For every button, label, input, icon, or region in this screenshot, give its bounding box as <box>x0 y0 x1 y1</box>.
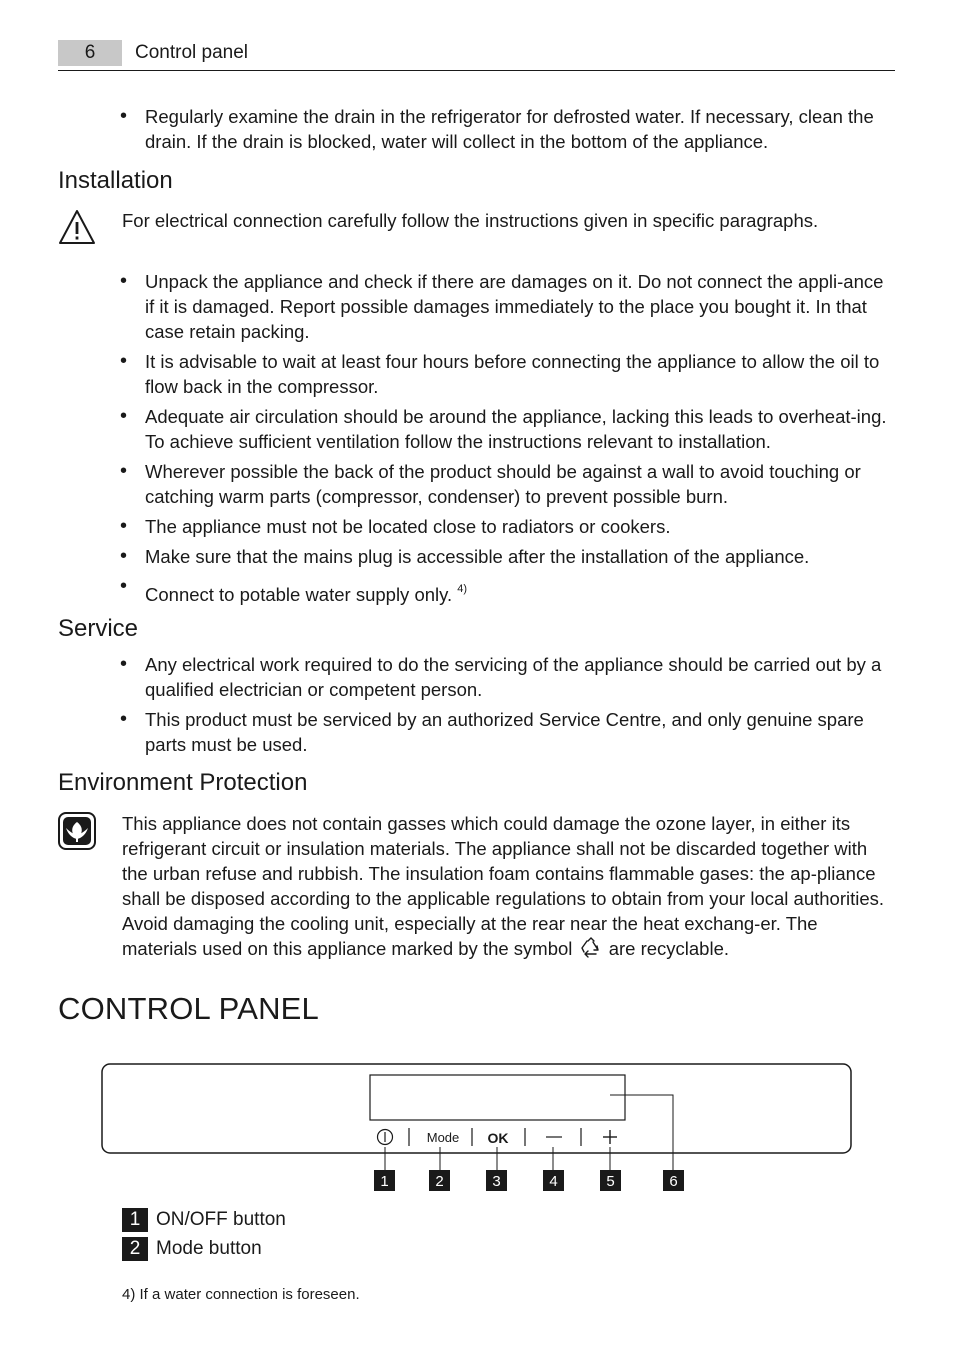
callout-1 <box>374 1170 395 1191</box>
svg-text:5: 5 <box>606 1173 615 1190</box>
display-window <box>370 1075 625 1120</box>
legend-item-mode <box>122 1237 262 1261</box>
legend-label: Mode button <box>156 1238 262 1259</box>
list-item-text: Connect to potable water supply only. <box>145 584 453 605</box>
installation-heading: Installation <box>58 167 173 194</box>
legend-label: ON/OFF button <box>156 1209 286 1230</box>
installation-warning-text: For electrical connection carefully follow the instructions given in specific paragraphs. <box>122 210 819 231</box>
legend-item-on-off <box>122 1208 286 1232</box>
svg-text:3: 3 <box>492 1173 501 1190</box>
callout-2 <box>429 1170 450 1191</box>
list-item <box>120 574 895 607</box>
svg-text:1: 1 <box>380 1173 389 1190</box>
service-heading: Service <box>58 615 139 642</box>
callout-3 <box>486 1170 507 1191</box>
callout-4 <box>543 1170 564 1191</box>
recycle-icon <box>580 937 602 959</box>
installation-bullet-list <box>120 269 895 612</box>
legend-number: 2 <box>122 1237 148 1261</box>
callout-6 <box>663 1170 684 1191</box>
svg-text:6: 6 <box>669 1173 678 1190</box>
mode-button[interactable]: Mode <box>426 1130 460 1145</box>
page-number: 6 <box>58 40 122 66</box>
footnote-reference: 4) <box>457 583 468 595</box>
list-item: • Adequate air circulation should be around the appliance, lacking this leads to overheat-ing. To achieve sufficient ventilation follow the instructions relevant to installation. <box>120 404 895 454</box>
warning-icon <box>58 208 96 246</box>
running-header: Control panel <box>135 42 249 63</box>
list-item: • The appliance must not be located close to radiators or cookers. <box>120 514 895 539</box>
service-bullet-list <box>120 652 895 762</box>
list-item: • Wherever possible the back of the product should be against a wall to avoid touching or catching warm parts (compressor, condenser) to prevent possible burn. <box>120 459 895 509</box>
svg-text:4: 4 <box>549 1173 558 1190</box>
intro-bullet-list <box>120 104 895 159</box>
list-item: • It is advisable to wait at least four hours before connecting the appliance to allow the oil to flow back in the compressor. <box>120 349 895 399</box>
environment-text <box>122 811 894 961</box>
callout-5 <box>600 1170 621 1191</box>
svg-text:2: 2 <box>435 1173 444 1190</box>
legend-number: 1 <box>122 1208 148 1232</box>
ok-button[interactable]: OK <box>487 1130 509 1146</box>
control-panel-heading: CONTROL PANEL <box>58 991 319 1026</box>
control-panel-diagram <box>0 1055 954 1200</box>
list-item: • This product must be serviced by an authorized Service Centre, and only genuine spare parts must be used. <box>120 707 895 757</box>
environment-heading: Environment Protection <box>58 769 308 796</box>
environment-icon <box>58 812 96 850</box>
environment-text-before: This appliance does not contain gasses which could damage the ozone layer, in either its refrigerant circuit or insulation materials. The appliance shall not be discarded together with the urban refuse and rubbish. The insulation foam contains flammable gases: the ap-pliance shall be disposed according to the applicable regulations to obtain from your local authorities. Avoid damaging the cooling unit, especially at the rear near the heat exchang-er. The materials used on this appliance marked by the symbol <box>122 813 885 959</box>
list-item: • Make sure that the mains plug is accessible after the installation of the appliance. <box>120 544 895 569</box>
list-item: • Regularly examine the drain in the refrigerator for defrosted water. If necessary, clean the drain. If the drain is blocked, water will collect in the bottom of the appliance. <box>120 104 895 154</box>
footnote: 4) If a water connection is foreseen. <box>122 1286 360 1303</box>
header-divider <box>58 70 895 71</box>
list-item: • Unpack the appliance and check if there are damages on it. Do not connect the appli-ance if it is damaged. Report possible damages immediately to the place you bought it. In that case retain packing. <box>120 269 895 344</box>
list-item: • Any electrical work required to do the servicing of the appliance should be carried out by a qualified electrician or competent person. <box>120 652 895 702</box>
environment-text-after: are recyclable. <box>608 938 729 959</box>
